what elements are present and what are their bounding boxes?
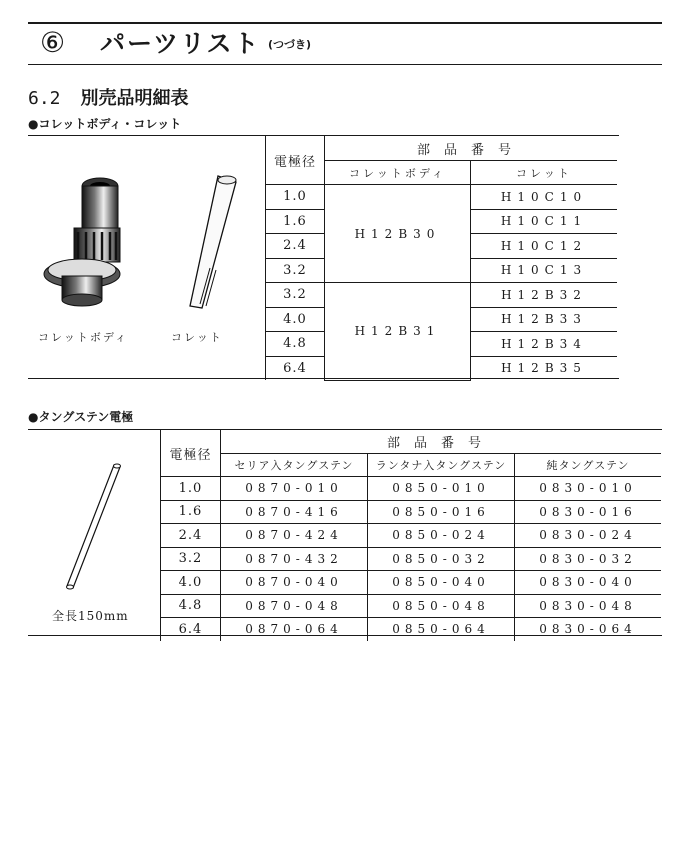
collet-cell: H12B35	[471, 356, 618, 380]
collet-caption: コレット	[171, 331, 223, 344]
diameter-cell: 6.4	[161, 618, 221, 641]
collet-cell: H10C10	[471, 185, 618, 210]
collet-cell: H12B33	[471, 307, 618, 332]
pure-cell: 0830-024	[515, 524, 662, 548]
diameter-cell: 1.0	[266, 185, 325, 210]
collet-parts-table	[265, 136, 617, 381]
pure-cell: 0830-064	[515, 618, 662, 641]
column-group-part-number: 部品番号	[221, 430, 662, 454]
lanthana-cell: 0850-040	[368, 571, 515, 595]
pure-cell: 0830-048	[515, 594, 662, 618]
diameter-cell: 3.2	[161, 547, 221, 571]
electrode-length-caption: 全長150mm	[52, 609, 129, 623]
diameter-cell: 3.2	[266, 283, 325, 308]
table-row	[161, 500, 662, 524]
column-group-part-number: 部品番号	[325, 136, 618, 161]
tungsten-parts-table	[160, 430, 661, 641]
table-row	[266, 185, 618, 210]
diameter-cell: 1.6	[161, 500, 221, 524]
diameter-cell: 4.8	[266, 332, 325, 357]
collet-body-caption: コレットボディ	[38, 331, 129, 344]
pure-cell: 0830-040	[515, 571, 662, 595]
section-title	[28, 88, 189, 110]
section-number: 6.2	[28, 88, 61, 109]
ceria-cell: 0870-040	[221, 571, 368, 595]
collet-section-heading: ●コレットボディ・コレット	[28, 117, 182, 131]
header-top-rule	[28, 22, 662, 24]
lanthana-cell: 0850-016	[368, 500, 515, 524]
ceria-cell: 0870-424	[221, 524, 368, 548]
table-row	[161, 547, 662, 571]
tungsten-section-heading: ●タングステン電極	[28, 410, 134, 424]
collet-body-cell: H12B31	[325, 283, 471, 381]
ceria-cell: 0870-432	[221, 547, 368, 571]
diameter-cell: 1.0	[161, 477, 221, 501]
column-header-diameter: 電極径	[161, 430, 221, 477]
column-header-collet: コレット	[471, 161, 618, 185]
collet-body-cell: H12B30	[325, 185, 471, 283]
lanthana-cell: 0850-024	[368, 524, 515, 548]
table-row	[161, 477, 662, 501]
header-bottom-rule	[28, 64, 662, 65]
collet-cell: H10C12	[471, 234, 618, 259]
diameter-cell: 4.0	[161, 571, 221, 595]
collet-cell: H10C13	[471, 258, 618, 283]
collet-cell: H10C11	[471, 209, 618, 234]
chapter-title: パーツリスト	[100, 29, 261, 58]
lanthana-cell: 0850-048	[368, 594, 515, 618]
diameter-cell: 3.2	[266, 258, 325, 283]
collet-cell: H12B32	[471, 283, 618, 308]
collet-illustration	[180, 172, 244, 318]
table-row	[161, 571, 662, 595]
collet-body-illustration	[40, 170, 126, 320]
chapter-number: ⑥	[40, 26, 66, 59]
collet-cell: H12B34	[471, 332, 618, 357]
ceria-cell: 0870-048	[221, 594, 368, 618]
column-header-ceria: セリア入タングステン	[221, 454, 368, 477]
lanthana-cell: 0850-032	[368, 547, 515, 571]
diameter-cell: 2.4	[266, 234, 325, 259]
ceria-cell: 0870-416	[221, 500, 368, 524]
section-title-text: 別売品明細表	[80, 88, 189, 109]
tungsten-electrode-illustration	[60, 462, 130, 592]
column-header-collet-body: コレットボディ	[325, 161, 471, 185]
table-row	[266, 283, 618, 308]
lanthana-cell: 0850-010	[368, 477, 515, 501]
diameter-cell: 4.8	[161, 594, 221, 618]
chapter-suffix: (つづき)	[268, 38, 312, 51]
diameter-cell: 4.0	[266, 307, 325, 332]
table-row	[161, 524, 662, 548]
table-row	[161, 618, 662, 641]
diameter-cell: 2.4	[161, 524, 221, 548]
table-row	[161, 594, 662, 618]
column-header-lanthana: ランタナ入タングステン	[368, 454, 515, 477]
ceria-cell: 0870-064	[221, 618, 368, 641]
diameter-cell: 1.6	[266, 209, 325, 234]
pure-cell: 0830-032	[515, 547, 662, 571]
lanthana-cell: 0850-064	[368, 618, 515, 641]
column-header-diameter: 電極径	[266, 136, 325, 185]
ceria-cell: 0870-010	[221, 477, 368, 501]
column-header-pure: 純タングステン	[515, 454, 662, 477]
pure-cell: 0830-010	[515, 477, 662, 501]
pure-cell: 0830-016	[515, 500, 662, 524]
diameter-cell: 6.4	[266, 356, 325, 380]
